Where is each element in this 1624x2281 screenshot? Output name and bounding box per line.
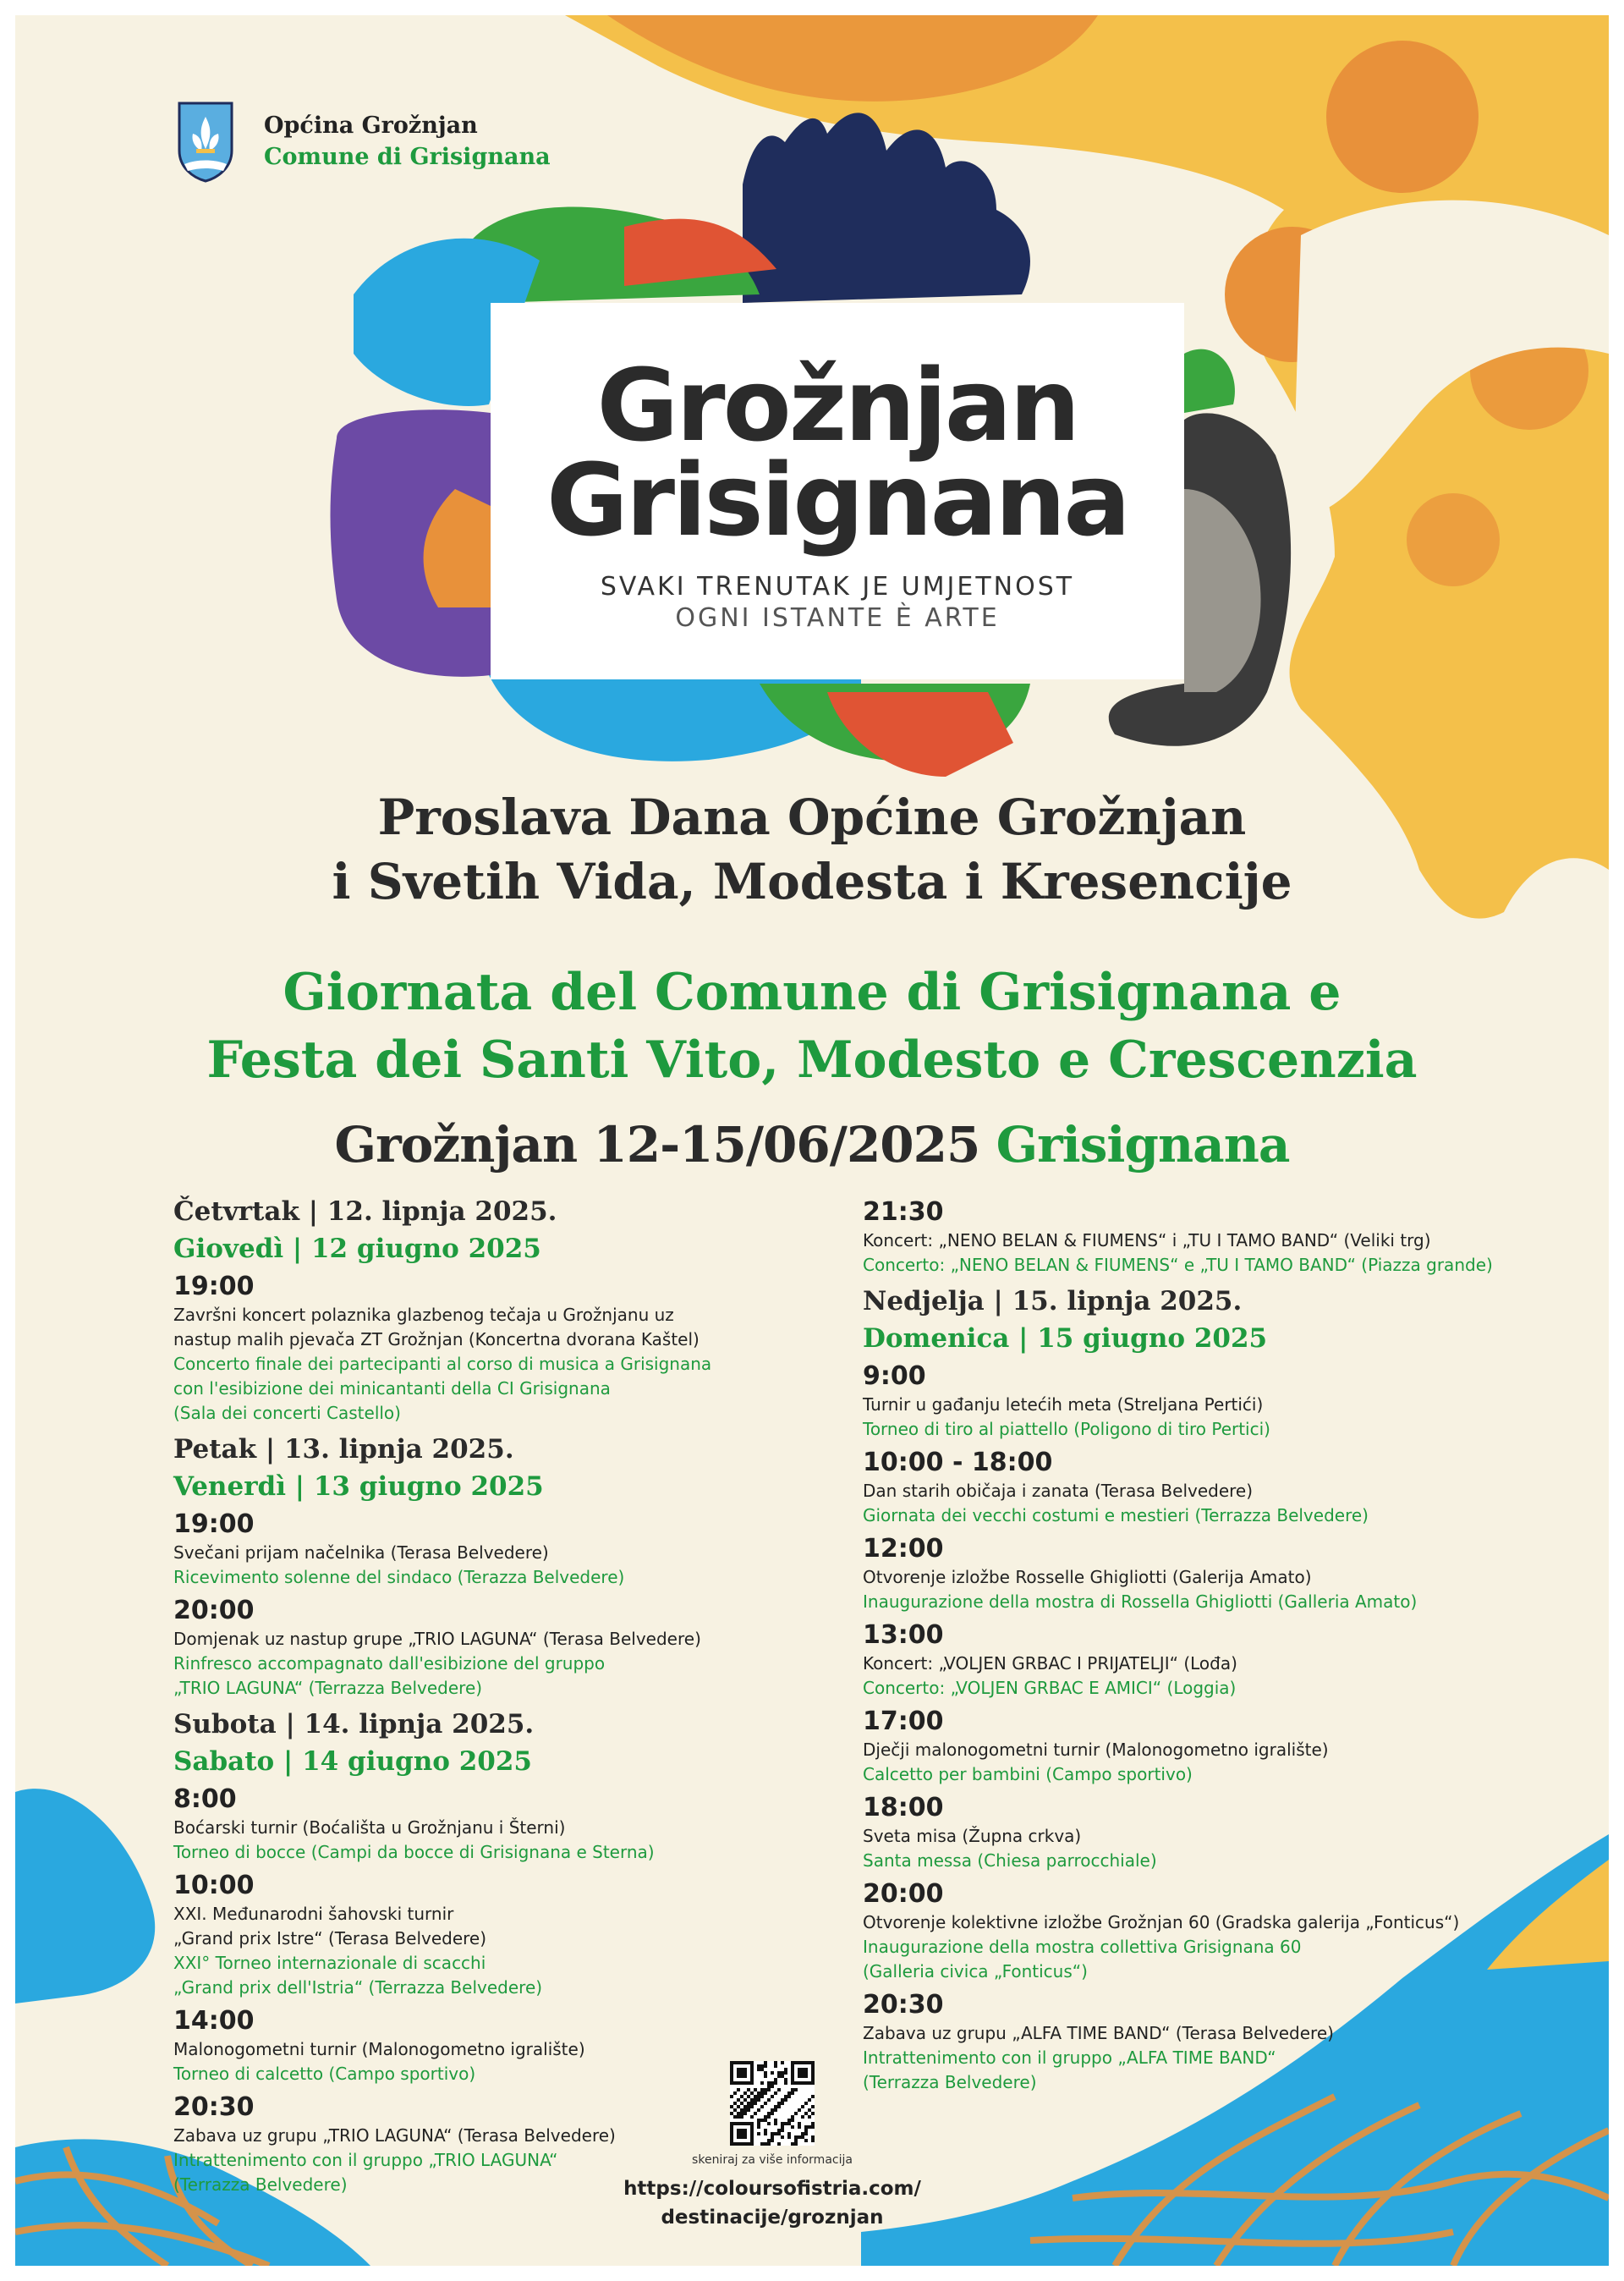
tagline-croatian: SVAKI TRENUTAK JE UMJETNOST: [600, 572, 1075, 602]
title-italian: Grisignana: [546, 442, 1128, 558]
day-heading-croatian: Četvrtak | 12. lipnja 2025.: [173, 1196, 557, 1227]
event-description-croatian: Otvorenje izložbe Rosselle Ghigliotti (Galerija Amato): [863, 1567, 1312, 1587]
event-description-croatian: Sveta misa (Župna crkva): [863, 1826, 1082, 1846]
schedule-event: [173, 1595, 850, 1701]
schedule-day: [863, 1283, 1599, 2095]
event-description-croatian: Završni koncert polaznika glazbenog tečaja u Grožnjanu uz: [173, 1305, 674, 1325]
event-description-italian: Torneo di calcetto (Campo sportivo): [173, 2064, 476, 2084]
poster: [15, 15, 1609, 2266]
heading-croatian: [15, 785, 1609, 914]
event-time: 8:00: [173, 1784, 237, 1814]
event-time: 20:00: [863, 1879, 944, 1909]
schedule-event: [863, 1989, 1599, 2095]
website-link-line[interactable]: destinacije/groznjan: [661, 2207, 884, 2229]
event-time: 21:30: [863, 1197, 944, 1227]
qr-code-icon: [730, 2061, 815, 2146]
event-description-croatian: XXI. Međunarodni šahovski turnir: [173, 1904, 454, 1924]
schedule-event: [863, 1196, 1599, 1278]
event-description-croatian: Koncert: „NENO BELAN & FIUMENS“ i „TU I TAMO BAND“ (Veliki trg): [863, 1230, 1431, 1250]
event-time: 9:00: [863, 1361, 926, 1391]
event-time: 10:00 - 18:00: [863, 1448, 1053, 1477]
event-description-italian: Concerto: „NENO BELAN & FIUMENS“ e „TU I TAMO BAND“ (Piazza grande): [863, 1255, 1493, 1275]
event-description-italian: XXI° Torneo internazionale di scacchi: [173, 1953, 486, 1973]
event-time: 18:00: [863, 1793, 944, 1822]
event-description-italian: Concerto finale dei partecipanti al corso di musica a Grisignana: [173, 1354, 712, 1374]
schedule-event: [863, 1619, 1599, 1701]
event-description-italian: Torneo di tiro al piattello (Poligono di tiro Pertici): [863, 1419, 1270, 1439]
lily-shield-icon: [176, 100, 235, 183]
schedule-event: [863, 1706, 1599, 1787]
schedule-event: [173, 1271, 850, 1426]
event-description-croatian: Koncert: „VOLJEN GRBAC I PRIJATELJI“ (Lođa): [863, 1653, 1237, 1674]
event-description-croatian: Dan starih običaja i zanata (Terasa Belvedere): [863, 1481, 1254, 1501]
heading-italian-line: Festa dei Santi Vito, Modesto e Crescenzia: [206, 1031, 1418, 1090]
event-description-italian: Ricevimento solenne del sindaco (Terazza Belvedere): [173, 1567, 625, 1587]
schedule-day: [863, 1196, 1599, 1278]
event-description-croatian: Dječji malonogometni turnir (Malonogometno igralište): [863, 1740, 1329, 1760]
event-description-italian: (Terrazza Belvedere): [173, 2174, 348, 2195]
scan-caption: skeniraj za više informacija: [692, 2153, 853, 2167]
schedule-event: [863, 1878, 1599, 1984]
schedule-event: [863, 1533, 1599, 1614]
event-description-italian: Torneo di bocce (Campi da bocce di Grisignana e Sterna): [173, 1842, 655, 1862]
day-heading-italian: Sabato | 14 giugno 2025: [173, 1746, 532, 1777]
event-description-italian: (Sala dei concerti Castello): [173, 1403, 401, 1423]
event-description-italian: Inaugurazione della mostra collettiva Grisignana 60: [863, 1937, 1302, 1957]
event-description-italian: Intrattenimento con il gruppo „TRIO LAGUNA“: [173, 2150, 558, 2170]
event-description-croatian: Zabava uz grupu „ALFA TIME BAND“ (Terasa Belvedere): [863, 2023, 1334, 2043]
schedule-day: [173, 1431, 850, 1701]
event-description-italian: Concerto: „VOLJEN GRBAC E AMICI“ (Loggia): [863, 1678, 1237, 1698]
heading-italian-line: Giornata del Comune di Grisignana e: [283, 963, 1341, 1022]
date-range: 12-15/06/2025: [593, 1116, 980, 1173]
event-time: 20:00: [173, 1596, 255, 1625]
heading-croatian-line: Proslava Dana Općine Grožnjan: [377, 789, 1247, 846]
day-heading-italian: Venerdì | 13 giugno 2025: [173, 1471, 544, 1502]
event-description-italian: Rinfresco accompagnato dall'esibizione del gruppo: [173, 1653, 606, 1674]
title-croatian: Grožnjan: [596, 347, 1078, 464]
schedule-event: [863, 1447, 1599, 1528]
schedule-event: [173, 1509, 850, 1590]
event-description-italian: Intrattenimento con il gruppo „ALFA TIME BAND“: [863, 2047, 1276, 2068]
event-description-italian: con l'esibizione dei minicantanti della CI Grisignana: [173, 1378, 611, 1399]
day-heading-croatian: Petak | 13. lipnja 2025.: [173, 1434, 514, 1465]
event-time: 19:00: [173, 1272, 255, 1301]
title-box: [491, 303, 1184, 679]
place-italian: Grisignana: [996, 1116, 1290, 1173]
event-description-croatian: Boćarski turnir (Boćališta u Grožnjanu i Šterni): [173, 1817, 566, 1838]
event-description-croatian: nastup malih pjevača ZT Grožnjan (Koncertna dvorana Kaštel): [173, 1329, 700, 1349]
event-time: 14:00: [173, 2006, 255, 2036]
schedule-event: [863, 1360, 1599, 1442]
event-dates: [15, 1115, 1609, 1174]
event-description-croatian: „Grand prix Istre“ (Terasa Belvedere): [173, 1928, 487, 1948]
event-description-italian: (Galleria civica „Fonticus“): [863, 1961, 1088, 1981]
logo-text-italian: Comune di Grisignana: [264, 144, 551, 170]
event-description-italian: (Terrazza Belvedere): [863, 2072, 1037, 2092]
heading-italian: [15, 959, 1609, 1094]
event-description-croatian: Malonogometni turnir (Malonogometno igralište): [173, 2039, 585, 2059]
municipality-logo: [176, 100, 551, 183]
tagline-italian: OGNI ISTANTE È ARTE: [675, 603, 1000, 633]
event-description-croatian: Zabava uz grupu „TRIO LAGUNA“ (Terasa Belvedere): [173, 2125, 616, 2146]
place-croatian: Grožnjan: [334, 1116, 578, 1173]
schedule-event: [863, 1792, 1599, 1873]
event-time: 17:00: [863, 1707, 944, 1736]
event-time: 10:00: [173, 1871, 255, 1900]
event-time: 12:00: [863, 1534, 944, 1564]
event-description-croatian: Domjenak uz nastup grupe „TRIO LAGUNA“ (Terasa Belvedere): [173, 1629, 701, 1649]
schedule-event: [173, 1784, 850, 1865]
schedule-event: [173, 1870, 850, 2000]
schedule-right-column: [863, 1193, 1599, 2100]
event-description-italian: Giornata dei vecchi costumi e mestieri (Terrazza Belvedere): [863, 1505, 1369, 1525]
event-description-croatian: Svečani prijam načelnika (Terasa Belvedere): [173, 1542, 549, 1563]
day-heading-croatian: Subota | 14. lipnja 2025.: [173, 1709, 535, 1740]
event-time: 20:30: [173, 2092, 255, 2122]
event-time: 13:00: [863, 1620, 944, 1650]
event-description-italian: Inaugurazione della mostra di Rossella Ghigliotti (Galleria Amato): [863, 1591, 1418, 1612]
day-heading-italian: Domenica | 15 giugno 2025: [863, 1323, 1268, 1354]
day-heading-croatian: Nedjelja | 15. lipnja 2025.: [863, 1286, 1243, 1316]
event-description-croatian: Turnir u gađanju letećih meta (Streljana Pertići): [863, 1394, 1264, 1415]
schedule-left-column: [173, 1193, 850, 2202]
website-link-line[interactable]: https://coloursofistria.com/: [623, 2178, 921, 2200]
schedule-day: [173, 1193, 850, 1426]
event-description-italian: „TRIO LAGUNA“ (Terrazza Belvedere): [173, 1678, 483, 1698]
event-time: 20:30: [863, 1990, 944, 2020]
heading-croatian-line: i Svetih Vida, Modesta i Kresencije: [332, 853, 1292, 910]
day-heading-italian: Giovedì | 12 giugno 2025: [173, 1234, 541, 1264]
event-time: 19:00: [173, 1509, 255, 1539]
event-description-italian: „Grand prix dell'Istria“ (Terrazza Belvedere): [173, 1977, 543, 1998]
event-description-italian: Calcetto per bambini (Campo sportivo): [863, 1764, 1193, 1784]
event-description-croatian: Otvorenje kolektivne izložbe Grožnjan 60 (Gradska galerija „Fonticus“): [863, 1912, 1460, 1932]
logo-text-croatian: Općina Grožnjan: [264, 113, 478, 139]
event-description-italian: Santa messa (Chiesa parrocchiale): [863, 1850, 1157, 1871]
website-link[interactable]: [607, 2174, 937, 2232]
